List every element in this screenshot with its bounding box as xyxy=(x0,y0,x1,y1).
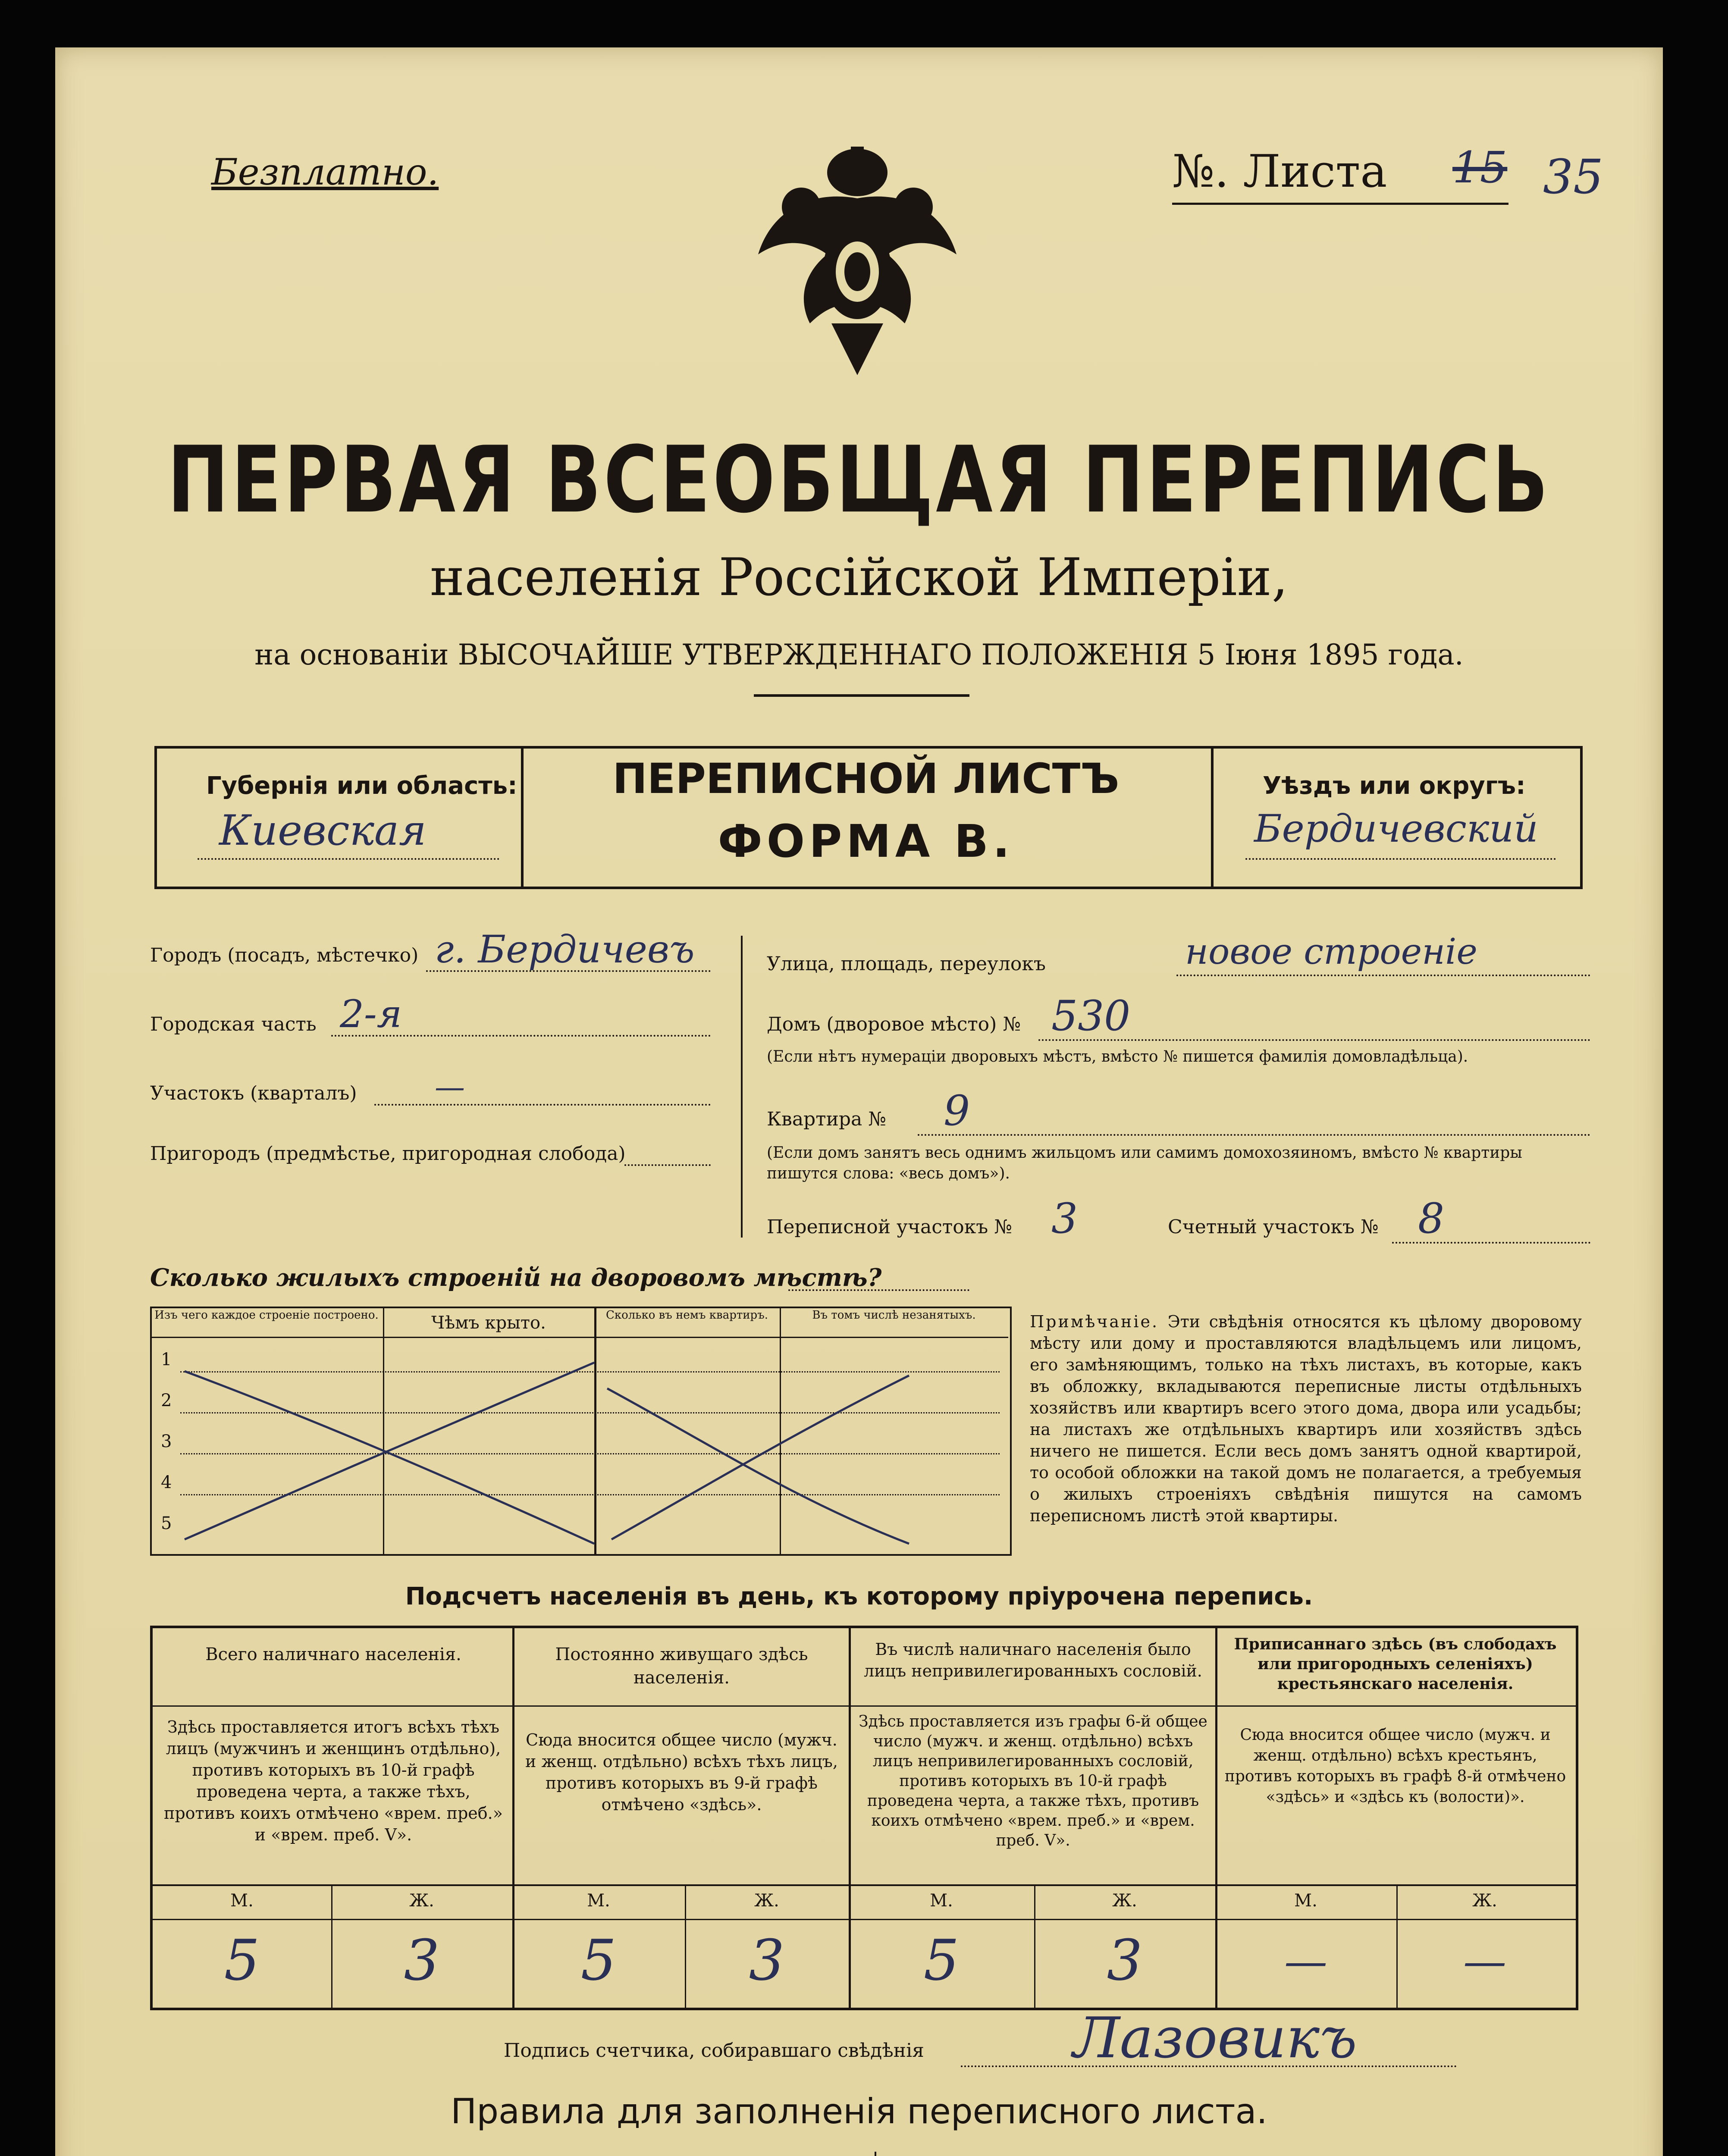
buildings-question: Сколько жилыхъ строеній на дворовомъ мѣстѣ? xyxy=(150,1263,882,1292)
apartment-value: 9 xyxy=(944,1087,970,1135)
population-value: 5 xyxy=(923,1927,960,1993)
uezd-label: Уѣздъ или округъ: xyxy=(1263,772,1526,800)
sex-female-header: Ж. xyxy=(1112,1891,1137,1911)
buildings-col-apartments: Сколько въ немъ квартиръ. xyxy=(605,1309,768,1322)
buildings-col-material: Изъ чего каждое строеніе построено. xyxy=(154,1309,379,1322)
census-area-value: 3 xyxy=(1051,1194,1078,1243)
section-value: — xyxy=(435,1069,465,1105)
population-col-permanent-desc: Сюда вносится общее число (мужч. и женщ. отдѣльно) всѣхъ тѣхъ лицъ, противъ которыхъ въ 9-й графѣ отмѣчено «здѣсь». xyxy=(525,1730,838,1814)
city-value: г. Бердичевъ xyxy=(435,927,695,971)
city-part-value: 2-я xyxy=(340,992,402,1036)
population-col-peasant-title: Приписаннаго здѣсь (въ слободахъ или пригородныхъ селеніяхъ) крестьянскаго населенія. xyxy=(1234,1635,1557,1693)
buildings-col-roof: Чѣмъ крыто. xyxy=(431,1313,546,1333)
population-value: 3 xyxy=(749,1927,785,1993)
city-label: Городъ (посадъ, мѣстечко) xyxy=(150,944,419,966)
sex-male-header: М. xyxy=(587,1891,610,1911)
population-value: 3 xyxy=(1107,1927,1143,1993)
form-title: ФОРМА В. xyxy=(718,815,1014,868)
note-text: Эти свѣдѣнія относятся къ цѣлому дворовому мѣсту или дому и проставляются владѣльцемъ или лицомъ, его замѣняющимъ, только на тѣхъ листахъ, въ которые, какъ въ обложку, вкладываются переписные листы отдѣльныхъ хозяйствъ или квартиръ всего этого дома, двора или усадьбы; на листахъ же отдѣльныхъ квартиръ или хозяйствъ здѣсь ничего не пишется. Если весь домъ занятъ одной квартирой, то особой обложки на такой домъ не полагается, а требуемыя о жилыхъ строеніяхъ свѣдѣнія пишутся на самомъ переписномъ листѣ этой квартиры. xyxy=(1030,1312,1582,1525)
buildings-row-number: 5 xyxy=(161,1514,172,1533)
population-col-nonprivileged-title: Въ числѣ наличнаго населенія было лицъ непривилегированныхъ сословій. xyxy=(864,1640,1202,1680)
population-heading: Подсчетъ населенія въ день, къ которому пріурочена перепись. xyxy=(405,1583,1313,1611)
house-value: 530 xyxy=(1051,992,1131,1040)
uezd-value: Бердичевский xyxy=(1254,806,1538,851)
free-label: Безплатно. xyxy=(211,151,439,193)
buildings-row-number: 3 xyxy=(161,1432,172,1451)
count-area-value: 8 xyxy=(1418,1194,1445,1243)
section-label: Участокъ (кварталъ) xyxy=(150,1082,357,1104)
population-value: — xyxy=(1463,1936,1506,1987)
gubernia-label: Губернія или область: xyxy=(206,772,517,800)
buildings-row-number: 1 xyxy=(161,1350,172,1369)
sex-female-header: Ж. xyxy=(409,1891,434,1911)
page-subtitle: населенія Россійской Имперіи, xyxy=(430,548,1288,608)
sheet-title: ПЕРЕПИСНОЙ ЛИСТЪ xyxy=(612,755,1120,803)
house-note: (Если нѣтъ нумераціи дворовыхъ мѣстъ, вмѣсто № пишется фамилія домовладѣльца). xyxy=(767,1048,1468,1065)
double-headed-eagle-emblem xyxy=(745,142,969,384)
rules-heading: Правила для заполненія переписного листа. xyxy=(451,2091,1267,2131)
sex-male-header: М. xyxy=(230,1891,254,1911)
suburb-label: Пригородъ (предмѣстье, пригородная слобода) xyxy=(150,1143,626,1165)
population-value: — xyxy=(1284,1936,1327,1987)
sheet-number-label: №. Листа xyxy=(1172,145,1387,197)
signature-value: Лазовикъ xyxy=(1073,2005,1357,2071)
buildings-col-vacant: Въ томъ числѣ незанятыхъ. xyxy=(812,1309,976,1322)
apartment-note: (Если домъ занятъ весь однимъ жильцомъ или самимъ домохозяиномъ, вмѣсто № квартиры пишутся слова: «весь домъ»). xyxy=(767,1144,1522,1182)
signature-label: Подпись счетчика, собиравшаго свѣдѣнія xyxy=(504,2040,924,2062)
legal-basis: на основаніи ВЫСОЧАЙШЕ УТВЕРЖДЕННАГО ПОЛОЖЕНІЯ 5 Іюня 1895 года. xyxy=(254,638,1464,671)
city-part-label: Городская часть xyxy=(150,1013,317,1035)
census-sheet xyxy=(55,47,1663,2156)
sex-male-header: М. xyxy=(1294,1891,1317,1911)
apartment-label: Квартира № xyxy=(767,1108,886,1130)
sex-male-header: М. xyxy=(930,1891,953,1911)
population-value: 3 xyxy=(404,1927,440,1993)
population-value: 5 xyxy=(224,1927,260,1993)
population-col-nonprivileged-desc: Здѣсь проставляется изъ графы 6-й общее число (мужч. и женщ. отдѣльно) всѣхъ лицъ непривилегированныхъ сословій, противъ которыхъ въ 10-й графѣ проведена черта, а также тѣхъ, противъ коихъ отмѣчено «врем. преб.» и «врем. преб. V». xyxy=(859,1713,1207,1849)
gubernia-value: Киевская xyxy=(219,806,427,855)
population-col-permanent-title: Постоянно живущаго здѣсь населенія. xyxy=(555,1645,808,1688)
street-value: новое строеніе xyxy=(1185,931,1477,972)
note-label: Примѣчаніе. xyxy=(1030,1312,1159,1331)
buildings-row-number: 4 xyxy=(161,1473,172,1492)
count-area-label: Счетный участокъ № xyxy=(1168,1216,1379,1238)
population-value: 5 xyxy=(580,1927,617,1993)
buildings-row-number: 2 xyxy=(161,1391,172,1410)
sheet-number-value: 35 xyxy=(1543,149,1603,204)
population-col-peasant-desc: Сюда вносится общее число (мужч. и женщ. отдѣльно) всѣхъ крестьянъ, противъ которыхъ въ графѣ 8-й отмѣчено «здѣсь» и «здѣсь къ (волости)». xyxy=(1224,1726,1566,1806)
population-col-present-desc: Здѣсь проставляется итогъ всѣхъ тѣхъ лицъ (мужчинъ и женщинъ отдѣльно), противъ которыхъ въ 10-й графѣ проведена черта, а также тѣхъ, противъ коихъ отмѣчено «врем. преб.» и «врем. преб. V». xyxy=(164,1717,503,1844)
page-title: ПЕРВАЯ ВСЕОБЩАЯ ПЕРЕПИСЬ xyxy=(167,427,1551,534)
buildings-crossed-out-mark xyxy=(150,1337,1008,1552)
census-area-label: Переписной участокъ № xyxy=(767,1216,1012,1238)
population-col-present-title: Всего наличнаго населенія. xyxy=(205,1645,461,1664)
sheet-number-crossed: 15 xyxy=(1452,142,1508,193)
sex-female-header: Ж. xyxy=(1472,1891,1497,1911)
buildings-note xyxy=(1030,1311,1582,1526)
sex-female-header: Ж. xyxy=(754,1891,779,1911)
house-label: Домъ (дворовое мѣсто) № xyxy=(767,1013,1021,1035)
street-label: Улица, площадь, переулокъ xyxy=(767,953,1046,975)
